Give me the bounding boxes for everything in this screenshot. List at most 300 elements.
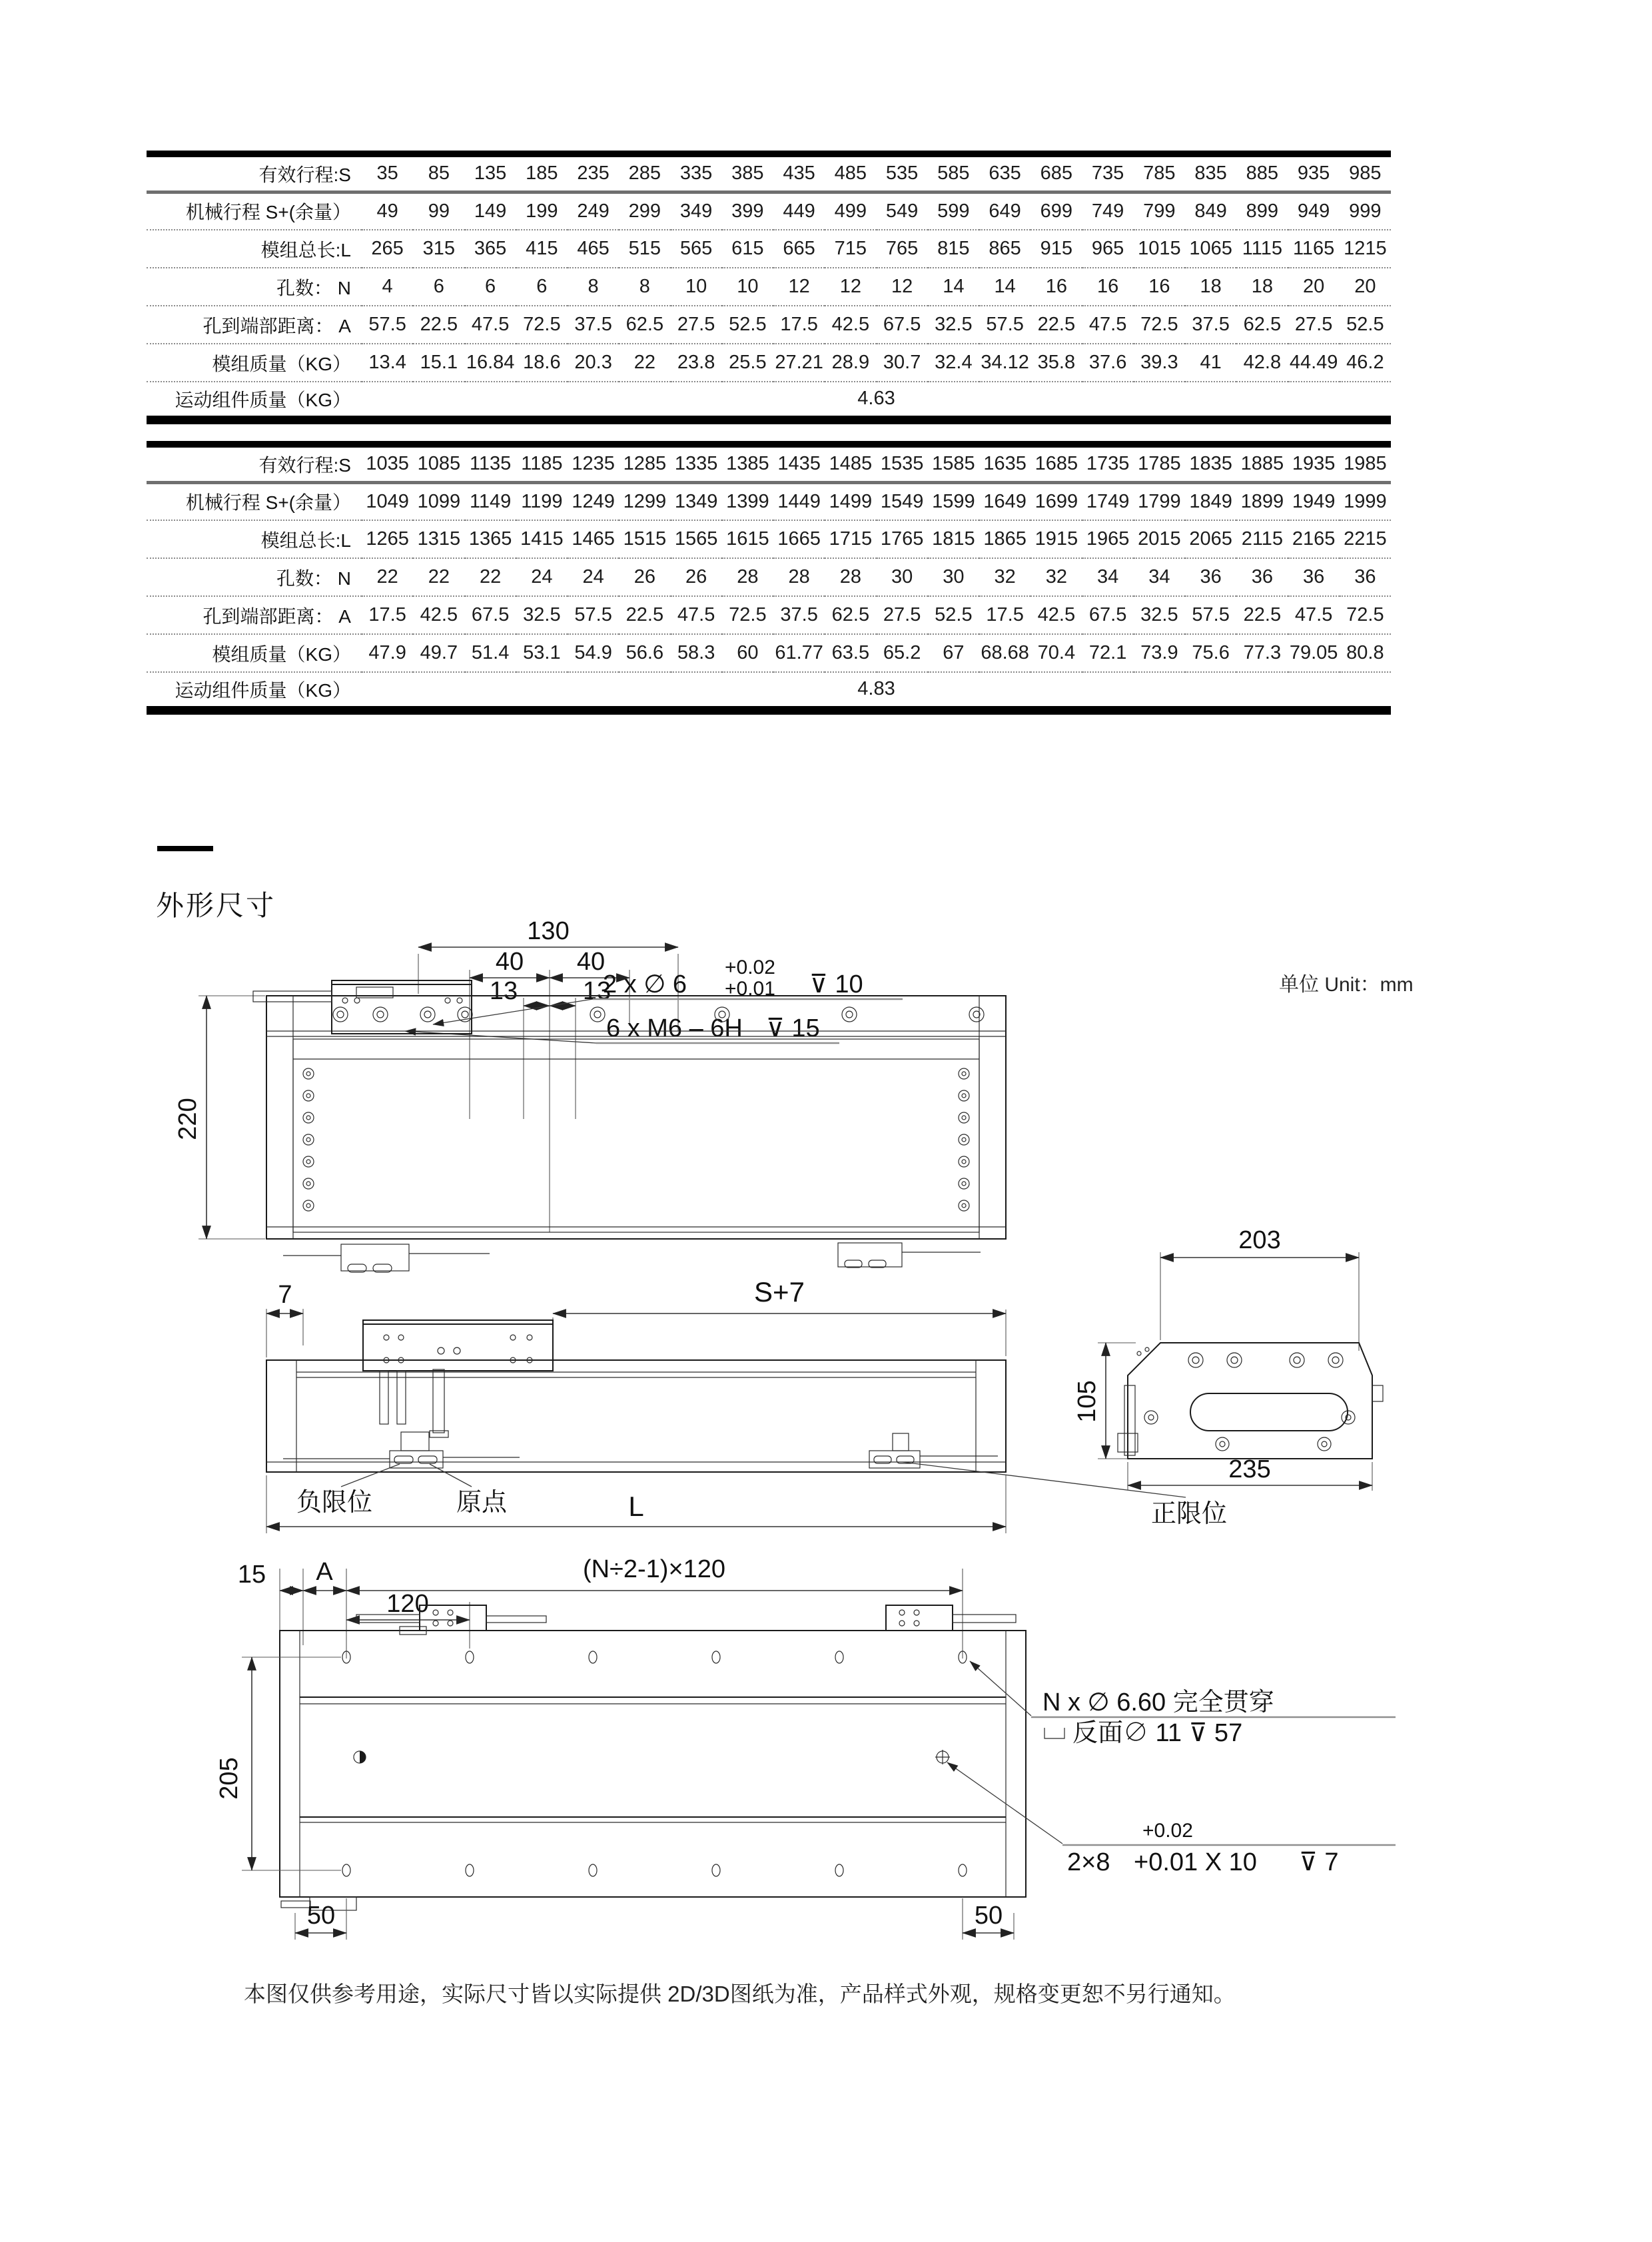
spec-cell: 14 (943, 276, 965, 297)
bottom-view-holes (342, 1651, 967, 1876)
note-tap: 6 x M6 – 6H (606, 1014, 743, 1042)
dim-120: 120 (386, 1590, 429, 1618)
spec-cell: 13.4 (368, 352, 406, 373)
spec-cell: 2065 (1189, 528, 1232, 550)
spec-cell: 1449 (777, 490, 821, 512)
spec-cell: 68.68 (981, 642, 1029, 663)
spec-cell: 649 (989, 200, 1021, 222)
spec-cell: 549 (885, 200, 919, 222)
front-view-carriage (363, 1320, 553, 1437)
spec-cell: 47.9 (368, 642, 406, 663)
spec-cell: 30 (891, 566, 913, 587)
spec-cell: 299 (628, 200, 661, 222)
spec-cell: 235 (577, 163, 610, 185)
spec-cell: 32.4 (935, 352, 973, 373)
length-dimension (266, 1475, 1006, 1533)
spec-cell: 34 (1096, 566, 1119, 587)
spec-cell: 1185 (521, 453, 563, 475)
spec-cell: 6 (536, 276, 548, 297)
spec-cell: 2015 (1138, 528, 1181, 550)
note-pin-depth: ⊽ 7 (1299, 1848, 1339, 1876)
spec-cell: 42.8 (1243, 352, 1282, 373)
spec-cell: 1299 (623, 490, 667, 512)
spec-cell: 37.5 (574, 314, 612, 335)
spec-cell: 2165 (1292, 528, 1336, 550)
spec-cell: 22 (376, 566, 398, 587)
spec-cell: 17.5 (368, 604, 406, 625)
spec-cell: 72.5 (523, 314, 561, 335)
spec-cell: 57.5 (986, 314, 1024, 335)
spec-cell: 24 (582, 566, 604, 587)
moving-mass-value: 4.83 (857, 678, 895, 700)
table-row (147, 672, 1391, 710)
spec-cell: 20.3 (574, 352, 612, 373)
spec-cell: 15.1 (420, 352, 458, 373)
spec-cell: 16 (1045, 276, 1067, 297)
spec-cell: 73.9 (1140, 642, 1178, 663)
side-hole-columns (303, 1068, 969, 1211)
dim-220: 220 (174, 1098, 202, 1140)
spec-cell: 1935 (1292, 453, 1336, 475)
spec-cell: 58.3 (677, 642, 715, 663)
counterbore-icon (1044, 1728, 1064, 1738)
dim-40-left: 40 (495, 948, 524, 976)
spec-cell: 1235 (572, 453, 615, 475)
spec-cell: 16.84 (466, 352, 515, 373)
spec-cell: 36 (1200, 566, 1222, 587)
spec-cell: 335 (679, 163, 713, 185)
row-label: 机械行程 S+(余量） (185, 492, 351, 514)
dim-205-group (215, 1657, 341, 1870)
spec-cell: 42.5 (831, 314, 870, 335)
spec-cell: 20 (1354, 276, 1376, 297)
positive-limit-label: 正限位 (1151, 1500, 1228, 1528)
spec-cell: 1165 (1292, 238, 1335, 259)
spec-cell: 749 (1091, 200, 1124, 222)
row-label: 模组质量（KG） (212, 643, 351, 665)
spec-cell: 849 (1194, 200, 1227, 222)
spec-cell: 67.5 (471, 604, 510, 625)
spec-cell: 1249 (572, 490, 615, 512)
spec-cell: 1915 (1034, 528, 1078, 550)
dim-205: 205 (215, 1757, 243, 1800)
bottom-view-top-dimensions (238, 1555, 963, 1659)
spec-cell: 1649 (983, 490, 1027, 512)
row-label: 运动组件质量（KG） (175, 389, 351, 410)
spec-cell: 1949 (1292, 490, 1336, 512)
note-tap-depth: ⊽ 15 (766, 1014, 820, 1042)
table-row (147, 344, 1391, 382)
spec-cell: 415 (526, 238, 558, 259)
spec-cell: 949 (1297, 200, 1330, 222)
row-label: 模组总长:L (260, 239, 351, 260)
spec-cell: 28 (737, 566, 759, 587)
spec-cell: 1465 (572, 528, 615, 550)
spec-cell: 1735 (1086, 453, 1130, 475)
spec-cell: 17.5 (986, 604, 1024, 625)
note-pin-prefix: 2×8 (1067, 1848, 1110, 1876)
spec-cell: 62.5 (831, 604, 870, 625)
spec-cell: 52.5 (729, 314, 767, 335)
spec-cell: 12 (891, 276, 913, 297)
dim-13-left: 13 (489, 977, 518, 1005)
spec-cell: 14 (994, 276, 1016, 297)
table-row (147, 382, 1391, 420)
spec-cell: 699 (1040, 200, 1073, 222)
spec-cell: 735 (1091, 163, 1124, 185)
table-row (147, 634, 1391, 672)
spec-cell: 765 (885, 238, 919, 259)
spec-cell: 26 (685, 566, 707, 587)
spec-cell: 135 (474, 163, 507, 185)
table-row (147, 154, 1391, 192)
spec-cell: 53.1 (523, 642, 561, 663)
spec-cell: 465 (577, 238, 610, 259)
spec-cell: 52.5 (935, 604, 973, 625)
note-dowel-tol-lower: +0.01 (725, 978, 775, 1000)
spec-cell: 75.6 (1192, 642, 1230, 663)
spec-cell: 1835 (1189, 453, 1232, 475)
spec-cell: 865 (989, 238, 1021, 259)
front-view-body (266, 1360, 1006, 1472)
spec-cell: 1685 (1034, 453, 1078, 475)
spec-cell: 12 (788, 276, 810, 297)
spec-cell: 32.5 (935, 314, 973, 335)
dim-13-right: 13 (582, 977, 612, 1005)
side-view-slot (1190, 1393, 1348, 1431)
top-view (174, 919, 1006, 1272)
section-heading: 外形尺寸 (156, 889, 276, 921)
spec-cell: 1035 (366, 453, 409, 475)
spec-cell: 499 (834, 200, 867, 222)
spec-cell: 1315 (417, 528, 461, 550)
spec-cell: 1565 (674, 528, 718, 550)
disclaimer-note: 本图仅供参考用途，实际尺寸皆以实际提供 2D/3D图纸为准，产品样式外观，规格变更恕不另行通知。 (244, 1982, 1236, 2006)
spec-cell: 72.5 (729, 604, 767, 625)
row-label: 孔到端部距离： A (203, 315, 351, 336)
spec-cell: 985 (1349, 163, 1382, 185)
table-row (147, 192, 1391, 230)
row-label: 有效行程:S (258, 454, 351, 476)
spec-cell: 665 (783, 238, 815, 259)
spec-cell: 1399 (726, 490, 769, 512)
spec-cell: 62.5 (1243, 314, 1282, 335)
spec-cell: 1199 (521, 490, 563, 512)
spec-cell: 1149 (469, 490, 512, 512)
spec-cell: 1799 (1138, 490, 1181, 512)
spec-cell: 815 (937, 238, 970, 259)
spec-cell: 999 (1349, 200, 1382, 222)
spec-cell: 52.5 (1346, 314, 1384, 335)
spec-cell: 42.5 (420, 604, 458, 625)
spec-cell: 1899 (1240, 490, 1284, 512)
spec-cell: 1699 (1034, 490, 1078, 512)
spec-cell: 22.5 (1243, 604, 1282, 625)
spec-cell: 20 (1302, 276, 1325, 297)
spec-cell: 1549 (880, 490, 924, 512)
row-label: 孔数： N (276, 277, 351, 298)
spec-cell: 32.5 (523, 604, 561, 625)
spec-cell: 23.8 (677, 352, 715, 373)
spec-cell: 72.5 (1140, 314, 1178, 335)
side-view-holes (1137, 1347, 1355, 1451)
spec-cell: 36 (1302, 566, 1325, 587)
spec-cell: 285 (628, 163, 661, 185)
spec-cell: 265 (371, 238, 404, 259)
spec-cell: 63.5 (831, 642, 870, 663)
spec-cell: 1985 (1344, 453, 1387, 475)
spec-cell: 6 (485, 276, 496, 297)
spec-cell: 41 (1200, 352, 1222, 373)
spec-cell: 1785 (1138, 453, 1181, 475)
spec-cell: 2115 (1241, 528, 1284, 550)
spec-cell: 22.5 (420, 314, 458, 335)
spec-cell: 1635 (983, 453, 1027, 475)
spec-cell: 1599 (932, 490, 975, 512)
spec-cell: 1535 (880, 453, 924, 475)
spec-cell: 77.3 (1243, 642, 1282, 663)
spec-cell: 32 (994, 566, 1016, 587)
spec-cell: 85 (428, 163, 450, 185)
spec-cell: 70.4 (1037, 642, 1076, 663)
spec-cell: 1965 (1086, 528, 1130, 550)
spec-cell: 1335 (674, 453, 718, 475)
spec-cell: 60 (737, 642, 759, 663)
spec-cell: 28 (788, 566, 810, 587)
spec-cell: 715 (834, 238, 867, 259)
spec-cell: 1049 (366, 490, 409, 512)
spec-cell: 935 (1297, 163, 1330, 185)
row-label: 孔到端部距离： A (203, 605, 351, 627)
spec-cell: 37.5 (1192, 314, 1230, 335)
spec-cell: 67.5 (883, 314, 921, 335)
origin-label: 原点 (456, 1489, 508, 1517)
negative-limit-label: 负限位 (296, 1489, 373, 1517)
spec-cell: 32 (1045, 566, 1067, 587)
spec-cell: 1065 (1189, 238, 1232, 259)
spec-cell: 1415 (520, 528, 564, 550)
spec-cell: 10 (685, 276, 707, 297)
spec-cell: 1815 (932, 528, 975, 550)
dim-50-right: 50 (974, 1902, 1003, 1930)
spec-cell: 18 (1200, 276, 1222, 297)
top-view-limit-switches (283, 1243, 981, 1272)
spec-cell: 17.5 (780, 314, 818, 335)
spec-cell: 885 (1246, 163, 1279, 185)
spec-cell: 42.5 (1037, 604, 1076, 625)
outline-dimension-drawing (167, 919, 1432, 1958)
spec-cell: 51.4 (471, 642, 510, 663)
dim-stroke: S+7 (754, 1276, 805, 1308)
spec-cell: 635 (989, 163, 1021, 185)
row-label: 模组质量（KG） (212, 353, 351, 374)
spec-cell: 16 (1096, 276, 1119, 297)
spec-cell: 1099 (417, 490, 461, 512)
spec-cell: 1665 (777, 528, 821, 550)
spec-cell: 185 (526, 163, 558, 185)
spec-cell: 535 (885, 163, 919, 185)
spec-cell: 149 (474, 200, 507, 222)
spec-cell: 34 (1148, 566, 1170, 587)
top-view-hole-notes (405, 956, 903, 1043)
spec-cell: 26 (633, 566, 655, 587)
spec-cell: 435 (783, 163, 815, 185)
spec-cell: 22 (479, 566, 502, 587)
unit-note: 单位 Unit：mm (1279, 974, 1414, 996)
spec-cell: 30.7 (883, 352, 921, 373)
spec-cell: 72.1 (1088, 642, 1127, 663)
spec-cell: 57.5 (574, 604, 612, 625)
spec-cell: 72.5 (1346, 604, 1384, 625)
spec-cell: 57.5 (1192, 604, 1230, 625)
dim-105: 105 (1073, 1380, 1101, 1423)
note-counterbore: 反面∅ 11 ⊽ 57 (1072, 1719, 1243, 1747)
spec-cell: 2215 (1344, 528, 1387, 550)
spec-cell: 365 (474, 238, 507, 259)
spec-cell: 44.49 (1289, 352, 1338, 373)
spec-cell: 615 (731, 238, 764, 259)
spec-cell: 1865 (983, 528, 1027, 550)
spec-cell: 685 (1040, 163, 1073, 185)
spec-cell: 1135 (469, 453, 512, 475)
row-label: 模组总长:L (260, 530, 351, 551)
spec-cell: 56.6 (625, 642, 664, 663)
spec-cell: 99 (428, 200, 450, 222)
spec-cell: 1115 (1242, 238, 1282, 259)
spec-cell: 899 (1246, 200, 1279, 222)
spec-cell: 449 (783, 200, 815, 222)
note-pin-mid: +0.01 X 10 (1134, 1848, 1257, 1876)
spec-cell: 18 (1251, 276, 1273, 297)
spec-cell: 57.5 (368, 314, 406, 335)
spec-cell: 47.5 (471, 314, 510, 335)
spec-cell: 79.05 (1289, 642, 1338, 663)
dim-L: L (628, 1491, 644, 1522)
table-row (147, 230, 1391, 268)
dim-235: 235 (1228, 1455, 1271, 1483)
moving-mass-value: 4.63 (857, 388, 895, 410)
spec-cell: 32.5 (1140, 604, 1178, 625)
spec-cell: 28 (839, 566, 861, 587)
dim-203: 203 (1238, 1226, 1281, 1254)
spec-cell: 47.5 (677, 604, 715, 625)
spec-cell: 249 (577, 200, 610, 222)
spec-cell: 36 (1354, 566, 1376, 587)
note-dowel-depth: ⊽ 10 (809, 970, 863, 998)
spec-cell: 1365 (468, 528, 512, 550)
table-row (147, 558, 1391, 596)
spec-cell: 36 (1251, 566, 1273, 587)
spec-cell: 1385 (726, 453, 769, 475)
spec-cell: 1885 (1240, 453, 1284, 475)
spec-cell: 1085 (417, 453, 461, 475)
spec-cell: 12 (839, 276, 861, 297)
spec-cell: 965 (1091, 238, 1124, 259)
spec-cell: 1435 (777, 453, 821, 475)
spec-cell: 1215 (1344, 238, 1387, 259)
table-row (147, 482, 1391, 520)
row-label: 孔数： N (276, 567, 351, 589)
spec-cell: 585 (937, 163, 970, 185)
dim-15: 15 (237, 1561, 266, 1589)
spec-cell: 1349 (674, 490, 718, 512)
spec-cell: 799 (1143, 200, 1176, 222)
spec-cell: 835 (1194, 163, 1227, 185)
spec-cell: 35.8 (1037, 352, 1076, 373)
table-row (147, 596, 1391, 634)
spec-cell: 1585 (932, 453, 975, 475)
top-view-dimensions (174, 919, 678, 1239)
dim-50-left: 50 (306, 1902, 336, 1930)
spec-cell: 515 (628, 238, 661, 259)
top-view-carriage (253, 980, 472, 1034)
spec-table-long-strokes (147, 441, 1391, 715)
spec-cell: 1715 (829, 528, 873, 550)
spec-cell: 49.7 (420, 642, 458, 663)
dim-A: A (316, 1558, 333, 1586)
spec-cell: 37.5 (780, 604, 818, 625)
spec-cell: 1485 (829, 453, 873, 475)
heading-overbar (157, 846, 213, 851)
spec-cell: 47.5 (1294, 604, 1333, 625)
note-dowel-tol-upper: +0.02 (725, 956, 775, 978)
spec-cell: 62.5 (625, 314, 664, 335)
spec-cell: 8 (639, 276, 650, 297)
spec-cell: 54.9 (574, 642, 612, 663)
spec-cell: 399 (731, 200, 764, 222)
row-label: 运动组件质量（KG） (175, 679, 351, 701)
note-pin-tol-upper: +0.02 (1142, 1820, 1193, 1842)
spec-cell: 22.5 (625, 604, 664, 625)
dim-7: 7 (278, 1281, 292, 1309)
spec-cell: 8 (588, 276, 599, 297)
spec-cell: 18.6 (523, 352, 561, 373)
bottom-view (215, 1555, 1396, 1940)
spec-cell: 485 (834, 163, 867, 185)
spec-cell: 565 (679, 238, 713, 259)
dim-pitch: (N÷2-1)×120 (582, 1555, 726, 1583)
row-label: 机械行程 S+(余量） (185, 202, 351, 223)
spec-cell: 1285 (623, 453, 667, 475)
spec-cell: 39.3 (1140, 352, 1178, 373)
spec-cell: 37.6 (1088, 352, 1127, 373)
spec-cell: 315 (422, 238, 456, 259)
spec-cell: 47.5 (1088, 314, 1127, 335)
spec-cell: 349 (679, 200, 713, 222)
spec-cell: 199 (526, 200, 558, 222)
front-view-dimensions (266, 1276, 1006, 1357)
spec-cell: 6 (433, 276, 444, 297)
bottom-view-body (280, 1631, 1026, 1910)
spec-cell: 4 (382, 276, 393, 297)
spec-cell: 49 (376, 200, 398, 222)
spec-cell: 80.8 (1346, 642, 1384, 663)
spec-cell: 27.5 (677, 314, 715, 335)
bottom-view-pin-note (947, 1762, 1396, 1876)
row-label: 有效行程:S (258, 164, 351, 185)
spec-cell: 27.5 (1294, 314, 1333, 335)
table-row (147, 520, 1391, 558)
bottom-view-hole-note (970, 1661, 1396, 1747)
spec-cell: 46.2 (1346, 352, 1384, 373)
spec-cell: 22 (428, 566, 450, 587)
table-row (147, 444, 1391, 482)
spec-cell: 24 (531, 566, 553, 587)
note-through-holes: N x ∅ 6.60 完全贯穿 (1042, 1688, 1274, 1716)
spec-cell: 67.5 (1088, 604, 1127, 625)
spec-cell: 61.77 (775, 642, 823, 663)
spec-cell: 1749 (1086, 490, 1130, 512)
